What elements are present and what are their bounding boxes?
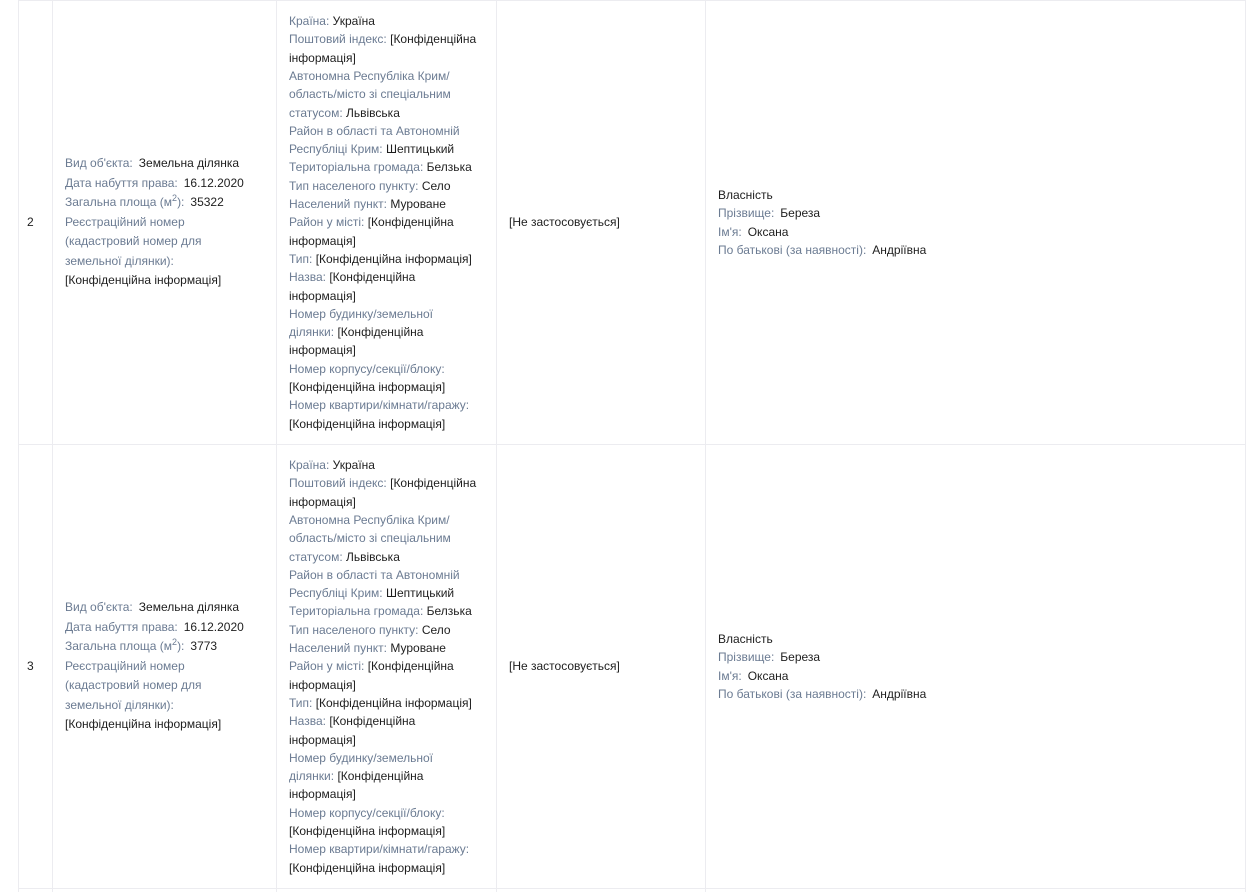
community-value: Белзька [426, 160, 472, 175]
apartment-value: [Конфіденційна інформація] [289, 416, 446, 431]
first-name-label: Ім'я: [718, 224, 742, 239]
surname-label: Прізвище: [718, 650, 775, 665]
house-value-cont: інформація] [289, 787, 356, 802]
address-partial [277, 889, 497, 892]
country-value: Україна [332, 14, 375, 29]
house-value: [Конфіденційна [337, 325, 424, 340]
row-number: 3 [19, 445, 53, 889]
not-applicable-cell: [Не застосовується] [497, 1, 706, 445]
street-type-value: [Конфіденційна інформація] [315, 251, 472, 266]
postal-value-cont: інформація] [289, 50, 356, 65]
region-label-2: область/місто зі спеціальним [289, 87, 451, 102]
settlement-value: Муроване [390, 197, 446, 212]
right-type: Власність [718, 187, 773, 202]
district-value: Шептицький [385, 586, 455, 601]
house-label-1: Номер будинку/земельної [289, 750, 433, 765]
land-plots-table [18, 0, 1246, 892]
house-label-2: ділянки: [289, 325, 335, 340]
reg-number-label-2: (кадастровий номер для [65, 678, 202, 693]
surname-label: Прізвище: [718, 206, 775, 221]
street-type-label: Тип: [289, 251, 313, 266]
region-value: Львівська [346, 549, 400, 564]
object-type-label: Вид об'єкта: [65, 600, 133, 615]
street-type-label: Тип: [289, 695, 313, 710]
city-district-value-cont: інформація] [289, 677, 356, 692]
postal-label: Поштовий індекс: [289, 32, 387, 47]
not-applicable-cell: [Не застосовується] [497, 445, 706, 889]
settlement-value: Муроване [390, 641, 446, 656]
postal-label: Поштовий індекс: [289, 476, 387, 491]
reg-number-label-2: (кадастровий номер для [65, 234, 202, 249]
community-value: Белзька [426, 604, 472, 619]
apartment-label: Номер квартири/кімнати/гаражу: [289, 398, 470, 413]
patronymic-label: По батькові (за наявності): [718, 242, 867, 257]
patronymic-value: Андріївна [872, 242, 927, 257]
patronymic-value: Андріївна [872, 686, 927, 701]
area-label-suffix: ): [177, 639, 185, 654]
right-type: Власність [718, 631, 773, 646]
reg-number-label-1: Реєстраційний номер [65, 658, 185, 673]
settlement-type-label: Тип населеного пункту: [289, 178, 419, 193]
owner-partial [706, 889, 1246, 892]
object-info-partial [53, 889, 277, 892]
object-type-value: Земельна ділянка [138, 600, 240, 615]
area-unit-sup: 2 [172, 637, 178, 648]
street-type-value: [Конфіденційна інформація] [315, 695, 472, 710]
region-label-1: Автономна Республіка Крим/ [289, 512, 450, 527]
acquired-date-label: Дата набуття права: [65, 619, 178, 634]
area-unit-sup: 2 [172, 193, 178, 204]
street-name-label: Назва: [289, 714, 326, 729]
object-type-value: Земельна ділянка [138, 156, 240, 171]
surname-value: Береза [780, 650, 821, 665]
settlement-type-value: Село [421, 622, 451, 637]
table-row [19, 445, 1246, 889]
region-label-1: Автономна Республіка Крим/ [289, 68, 450, 83]
block-value: [Конфіденційна інформація] [289, 824, 446, 839]
postal-value: [Конфіденційна [390, 476, 477, 491]
reg-number-value: [Конфіденційна інформація] [65, 273, 222, 288]
table-row-partial [19, 889, 1246, 892]
settlement-type-label: Тип населеного пункту: [289, 622, 419, 637]
block-label: Номер корпусу/секції/блоку: [289, 361, 445, 376]
district-label-2: Республіці Крим: [289, 142, 383, 157]
owner-cell [706, 1, 1246, 445]
area-label: Загальна площа (м [65, 639, 173, 654]
first-name-label: Ім'я: [718, 668, 742, 683]
street-name-label: Назва: [289, 270, 326, 285]
row-number: 2 [19, 1, 53, 445]
area-label: Загальна площа (м [65, 195, 173, 210]
first-name-value: Оксана [747, 668, 789, 683]
community-label: Територіальна громада: [289, 604, 424, 619]
house-label-1: Номер будинку/земельної [289, 306, 433, 321]
district-label-1: Район в області та Автономній [289, 567, 460, 582]
street-name-value: [Конфіденційна [329, 714, 416, 729]
block-value: [Конфіденційна інформація] [289, 380, 446, 395]
street-name-value-cont: інформація] [289, 288, 356, 303]
house-value-cont: інформація] [289, 343, 356, 358]
acquired-date-value: 16.12.2020 [183, 619, 244, 634]
city-district-label: Район у місті: [289, 215, 365, 230]
district-label-1: Район в області та Автономній [289, 123, 460, 138]
address-cell [277, 1, 497, 445]
not-applicable-partial [497, 889, 706, 892]
street-name-value-cont: інформація] [289, 732, 356, 747]
region-value: Львівська [346, 105, 400, 120]
area-value: 3773 [190, 639, 218, 654]
region-label-2: область/місто зі спеціальним [289, 531, 451, 546]
surname-value: Береза [780, 206, 821, 221]
owner-cell [706, 445, 1246, 889]
reg-number-label-1: Реєстраційний номер [65, 214, 185, 229]
district-label-2: Республіці Крим: [289, 586, 383, 601]
country-value: Україна [332, 458, 375, 473]
block-label: Номер корпусу/секції/блоку: [289, 805, 445, 820]
city-district-value: [Конфіденційна [367, 659, 454, 674]
region-label-3: статусом: [289, 549, 343, 564]
community-label: Територіальна громада: [289, 160, 424, 175]
house-value: [Конфіденційна [337, 769, 424, 784]
table-row [19, 1, 1246, 445]
country-label: Країна: [289, 458, 330, 473]
district-value: Шептицький [385, 142, 455, 157]
row-number-partial [19, 889, 53, 892]
area-label-suffix: ): [177, 195, 185, 210]
object-type-label: Вид об'єкта: [65, 156, 133, 171]
city-district-value: [Конфіденційна [367, 215, 454, 230]
reg-number-label-3: земельної ділянки): [65, 253, 174, 268]
apartment-label: Номер квартири/кімнати/гаражу: [289, 842, 470, 857]
settlement-type-value: Село [421, 178, 451, 193]
postal-value: [Конфіденційна [390, 32, 477, 47]
acquired-date-label: Дата набуття права: [65, 175, 178, 190]
city-district-label: Район у місті: [289, 659, 365, 674]
postal-value-cont: інформація] [289, 494, 356, 509]
acquired-date-value: 16.12.2020 [183, 175, 244, 190]
reg-number-label-3: земельної ділянки): [65, 697, 174, 712]
first-name-value: Оксана [747, 224, 789, 239]
area-value: 35322 [190, 195, 224, 210]
settlement-label: Населений пункт: [289, 197, 387, 212]
object-info-cell [53, 445, 277, 889]
object-info-cell [53, 1, 277, 445]
apartment-value: [Конфіденційна інформація] [289, 860, 446, 875]
region-label-3: статусом: [289, 105, 343, 120]
settlement-label: Населений пункт: [289, 641, 387, 656]
country-label: Країна: [289, 14, 330, 29]
city-district-value-cont: інформація] [289, 233, 356, 248]
house-label-2: ділянки: [289, 769, 335, 784]
reg-number-value: [Конфіденційна інформація] [65, 717, 222, 732]
declaration-land-table-wrapper [18, 0, 1246, 892]
patronymic-label: По батькові (за наявності): [718, 686, 867, 701]
address-cell [277, 445, 497, 889]
street-name-value: [Конфіденційна [329, 270, 416, 285]
